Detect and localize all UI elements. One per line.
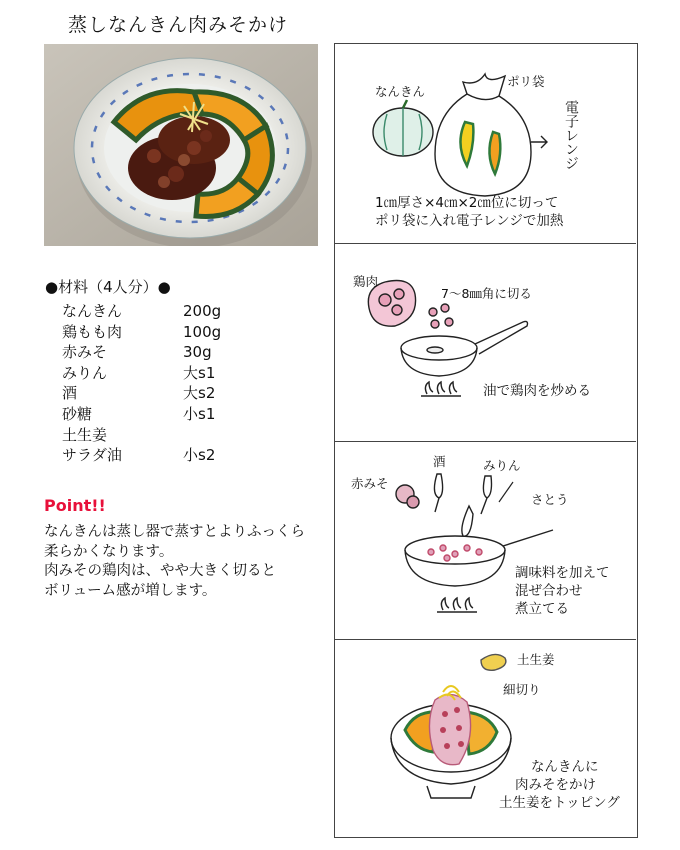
step-3-label-mirin: みりん xyxy=(483,458,521,473)
point-line: 柔らかくなります。 xyxy=(44,543,174,560)
step-3-label-miso: 赤みそ xyxy=(351,476,389,491)
step-1-panel xyxy=(335,44,636,244)
step-2-caption-line: 油で鶏肉を炒める xyxy=(483,383,591,399)
ingredient-amount: 小s2 xyxy=(183,446,216,465)
ingredient-row xyxy=(62,301,262,322)
ingredient-amount: 30g xyxy=(183,343,212,362)
ingredient-row xyxy=(62,404,262,425)
step-3-panel xyxy=(335,442,636,640)
step-2-label-cut: 7～8㎜角に切る xyxy=(441,286,532,301)
ingredient-row xyxy=(62,363,262,384)
point-text xyxy=(44,523,334,601)
step-1-caption-line: ポリ袋に入れ電子レンジで加熱 xyxy=(375,213,564,229)
point-line: なんきんは蒸し器で蒸すとよりふっくら xyxy=(44,524,305,540)
ingredient-name: なんきん xyxy=(62,302,123,320)
step-4-panel xyxy=(335,640,636,836)
ingredient-row xyxy=(62,322,262,343)
point-line: 肉みその鶏肉は、やや大きく切ると xyxy=(44,563,276,579)
step-4-caption-line: 土生姜をトッピング xyxy=(499,795,620,811)
step-2-illustration xyxy=(335,244,636,442)
ingredient-row xyxy=(62,342,262,363)
point-label: Point!! xyxy=(44,496,106,515)
step-4-caption-line: 肉みそをかけ xyxy=(515,777,596,793)
step-1-label-pumpkin: なんきん xyxy=(375,84,426,99)
page-title: 蒸しなんきん肉みそかけ xyxy=(68,14,289,36)
ingredient-amount: 大s1 xyxy=(183,363,216,382)
step-3-label-sake: 酒 xyxy=(433,454,446,469)
ingredient-row xyxy=(62,425,262,446)
step-4-caption-line: なんきんに xyxy=(531,759,599,775)
ingredient-name: 鶏もも肉 xyxy=(62,322,123,341)
ingredient-name: 土生姜 xyxy=(62,425,108,444)
ingredient-amount: 大s2 xyxy=(183,384,216,403)
step-1-label-bag: ポリ袋 xyxy=(507,74,545,89)
ingredient-amount: 200g xyxy=(183,302,222,320)
point-line: ボリューム感が増します。 xyxy=(44,582,217,599)
step-1-label-microwave: 電子レンジ xyxy=(563,100,579,170)
ingredient-row xyxy=(62,383,262,404)
ingredient-name: サラダ油 xyxy=(62,446,122,465)
step-3-caption-line: 調味料を加えて xyxy=(515,565,610,581)
ingredient-name: 砂糖 xyxy=(62,404,93,423)
step-3-caption-line: 煮立てる xyxy=(515,601,569,617)
step-3-label-sugar: さとう xyxy=(531,492,569,507)
ingredients-heading: ●材料（4人分）● xyxy=(45,278,171,296)
step-4-label-julienne: 細切り xyxy=(503,682,541,697)
ingredient-name: みりん xyxy=(62,363,108,382)
ingredient-name: 酒 xyxy=(62,384,78,403)
ingredient-amount: 小s1 xyxy=(183,404,216,423)
dish-photo xyxy=(44,44,318,246)
step-4-label-ginger: 土生姜 xyxy=(517,652,555,667)
step-panels xyxy=(334,43,638,838)
ingredient-row xyxy=(62,445,262,466)
step-2-panel xyxy=(335,244,636,442)
step-3-caption-line: 混ぜ合わせ xyxy=(515,583,583,599)
step-1-caption-line: 1㎝厚さ×4㎝×2㎝位に切って xyxy=(375,195,559,211)
step-2-label-chicken: 鶏肉 xyxy=(353,274,379,289)
ingredient-name: 赤みそ xyxy=(62,343,108,362)
ingredient-amount: 100g xyxy=(183,322,222,341)
ingredients-list xyxy=(62,301,262,466)
